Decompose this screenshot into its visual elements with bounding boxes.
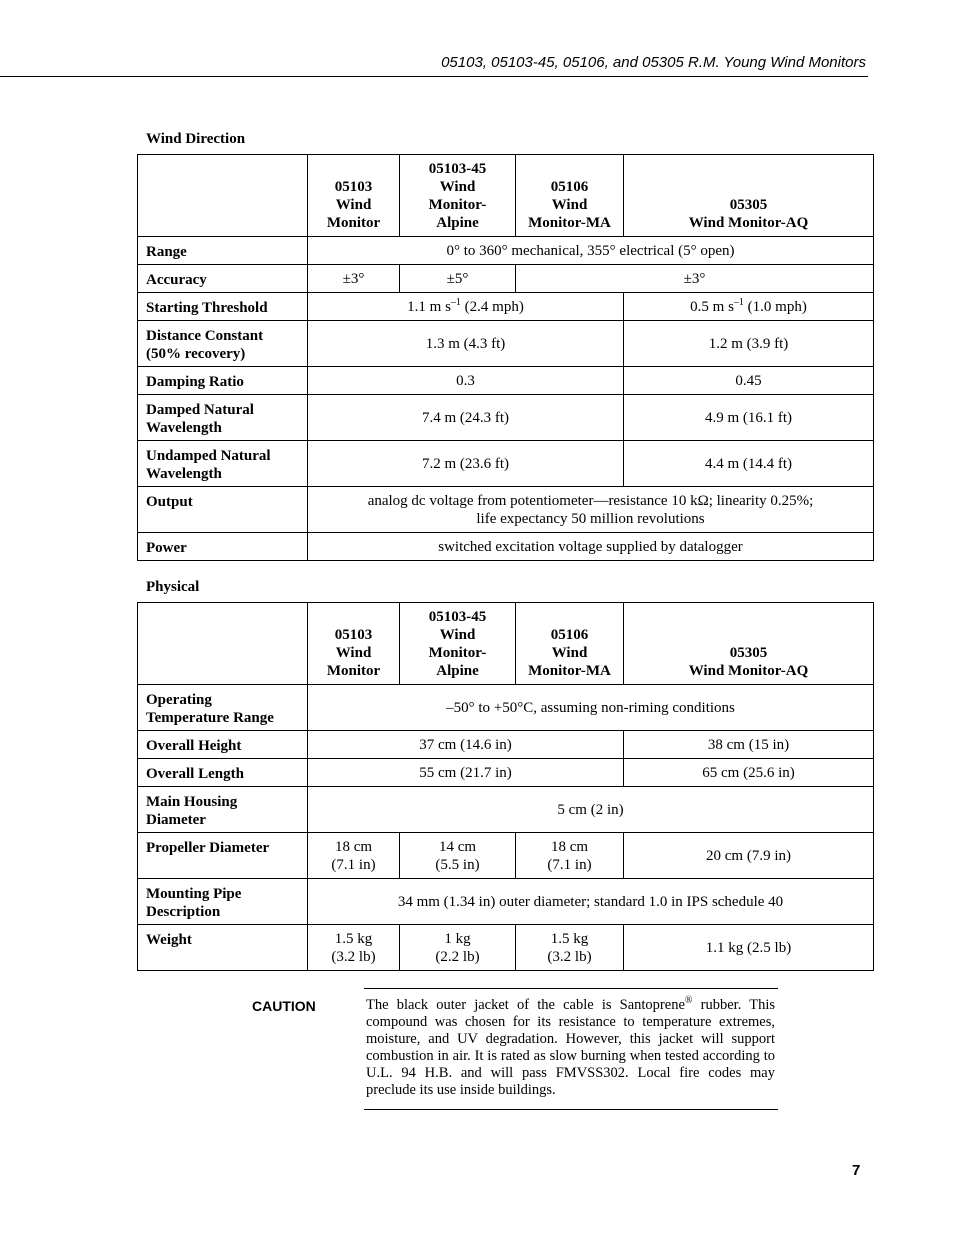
col-line: Alpine — [436, 215, 479, 231]
accuracy-05106-05305: ±3° — [516, 265, 874, 293]
distance-constant-b: 1.2 m (3.9 ft) — [624, 321, 874, 367]
col-line: Wind — [551, 645, 588, 661]
col-code: 05305 — [729, 197, 768, 213]
header-empty-cell — [138, 603, 308, 685]
col-line: Monitor — [326, 215, 381, 231]
row-label-damping-ratio: Damping Ratio — [138, 367, 308, 395]
table-row — [138, 321, 874, 367]
propeller-05103: 18 cm (7.1 in) — [308, 833, 400, 879]
starting-threshold-b: 0.5 m $s^{-1}$ (1.0 mph) — [624, 293, 874, 321]
accuracy-05103-45: ±5° — [400, 265, 516, 293]
power-value: switched excitation voltage supplied by datalogger — [308, 533, 874, 561]
row-label-mounting-pipe: Mounting Pipe Description — [138, 879, 308, 925]
propeller-05106: 18 cm (7.1 in) — [516, 833, 624, 879]
col-line: Wind — [335, 197, 372, 213]
table-row — [138, 487, 874, 533]
col-code: 05106 — [550, 179, 589, 195]
damping-ratio-a: 0.3 — [308, 367, 624, 395]
propeller-05305: 20 cm (7.9 in) — [624, 833, 874, 879]
overall-length-b: 65 cm (25.6 in) — [624, 759, 874, 787]
overall-height-b: 38 cm (15 in) — [624, 731, 874, 759]
col-code: 05103-45 — [428, 609, 487, 625]
header-empty-cell — [138, 155, 308, 237]
col-code: 05103-45 — [428, 161, 487, 177]
damping-ratio-b: 0.45 — [624, 367, 874, 395]
row-label-overall-length: Overall Length — [138, 759, 308, 787]
table-row — [138, 925, 874, 971]
table-row — [138, 395, 874, 441]
wind-direction-title: Wind Direction — [146, 131, 246, 147]
weight-05305: 1.1 kg (2.5 lb) — [624, 925, 874, 971]
row-label-damped-wavelength: Damped Natural Wavelength — [138, 395, 308, 441]
table-row — [138, 833, 874, 879]
table-row — [138, 879, 874, 925]
row-label-undamped-wavelength: Undamped Natural Wavelength — [138, 441, 308, 487]
table-row — [138, 441, 874, 487]
col-line: Monitor-MA — [528, 215, 611, 231]
row-label-housing-diameter: Main Housing Diameter — [138, 787, 308, 833]
distance-constant-a: 1.3 m (4.3 ft) — [308, 321, 624, 367]
col-05106 — [516, 155, 624, 237]
col-line: Alpine — [436, 663, 479, 679]
physical-table — [137, 602, 874, 971]
col-line: Wind — [551, 197, 588, 213]
undamped-wavelength-a: 7.2 m (23.6 ft) — [308, 441, 624, 487]
table-row — [138, 533, 874, 561]
col-code: 05305 — [729, 645, 768, 661]
row-label-output: Output — [138, 487, 308, 533]
physical-title: Physical — [146, 579, 200, 595]
mounting-pipe-value: 34 mm (1.34 in) outer diameter; standard 1.0 in IPS schedule 40 — [308, 879, 874, 925]
col-line: Wind — [439, 179, 476, 195]
col-line: Monitor-MA — [528, 663, 611, 679]
table-header-row — [138, 603, 874, 685]
table-header-row — [138, 155, 874, 237]
row-label-operating-temp: Operating Temperature Range — [138, 685, 308, 731]
undamped-wavelength-b: 4.4 m (14.4 ft) — [624, 441, 874, 487]
col-05103 — [308, 155, 400, 237]
col-line: Monitor- — [428, 197, 487, 213]
col-code: 05106 — [550, 627, 589, 643]
damped-wavelength-b: 4.9 m (16.1 ft) — [624, 395, 874, 441]
col-line: Wind — [439, 627, 476, 643]
housing-diameter-value: 5 cm (2 in) — [308, 787, 874, 833]
weight-05103-45: 1 kg (2.2 lb) — [400, 925, 516, 971]
wind-direction-table — [137, 154, 874, 561]
table-row — [138, 367, 874, 395]
running-header: 05103, 05103-45, 05106, and 05305 R.M. Young Wind Monitors — [441, 54, 866, 71]
table-row — [138, 237, 874, 265]
caution-text: The black outer jacket of the cable is Santoprene® rubber. This compound was chosen for its resistance to temperature extremes, moisture, and UV degradation. However, this jacket will support combustion in air. It is rated as slow burning when tested according to U.L. 94 H.B. and will pass FMVSS302. Local fire codes may preclude its use inside buildings. — [366, 995, 775, 1098]
table-row — [138, 787, 874, 833]
row-label-overall-height: Overall Height — [138, 731, 308, 759]
damped-wavelength-a: 7.4 m (24.3 ft) — [308, 395, 624, 441]
overall-length-a: 55 cm (21.7 in) — [308, 759, 624, 787]
row-label-accuracy: Accuracy — [138, 265, 308, 293]
col-05106 — [516, 603, 624, 685]
weight-05103: 1.5 kg (3.2 lb) — [308, 925, 400, 971]
accuracy-05103: ±3° — [308, 265, 400, 293]
row-label-starting-threshold: Starting Threshold — [138, 293, 308, 321]
caution-label: CAUTION — [252, 998, 316, 1014]
col-05305 — [624, 603, 874, 685]
header-rule — [0, 76, 868, 77]
col-05103-45 — [400, 603, 516, 685]
col-05103-45 — [400, 155, 516, 237]
col-line: Monitor — [326, 663, 381, 679]
col-line: Wind Monitor-AQ — [688, 663, 809, 679]
starting-threshold-a: 1.1 m $s^{-1}$ (2.4 mph) — [308, 293, 624, 321]
col-line: Wind Monitor-AQ — [688, 215, 809, 231]
row-label-range: Range — [138, 237, 308, 265]
table-row — [138, 293, 874, 321]
col-05305 — [624, 155, 874, 237]
propeller-05103-45: 14 cm (5.5 in) — [400, 833, 516, 879]
row-label-weight: Weight — [138, 925, 308, 971]
row-label-distance-constant: Distance Constant (50% recovery) — [138, 321, 308, 367]
table-row — [138, 731, 874, 759]
caution-box — [364, 988, 778, 1110]
row-label-power: Power — [138, 533, 308, 561]
row-label-propeller-diameter: Propeller Diameter — [138, 833, 308, 879]
col-code: 05103 — [334, 627, 373, 643]
overall-height-a: 37 cm (14.6 in) — [308, 731, 624, 759]
table-row — [138, 685, 874, 731]
col-code: 05103 — [334, 179, 373, 195]
weight-05106: 1.5 kg (3.2 lb) — [516, 925, 624, 971]
output-value: analog dc voltage from potentiometer—resistance 10 kΩ; linearity 0.25%; life expectancy 50 million revolutions — [308, 487, 874, 533]
table-row — [138, 265, 874, 293]
col-05103 — [308, 603, 400, 685]
col-line: Monitor- — [428, 645, 487, 661]
table-row — [138, 759, 874, 787]
range-value: 0° to 360° mechanical, 355° electrical (5° open) — [308, 237, 874, 265]
page-number: 7 — [852, 1162, 861, 1179]
operating-temp-value: –50° to +50°C, assuming non-riming conditions — [308, 685, 874, 731]
col-line: Wind — [335, 645, 372, 661]
